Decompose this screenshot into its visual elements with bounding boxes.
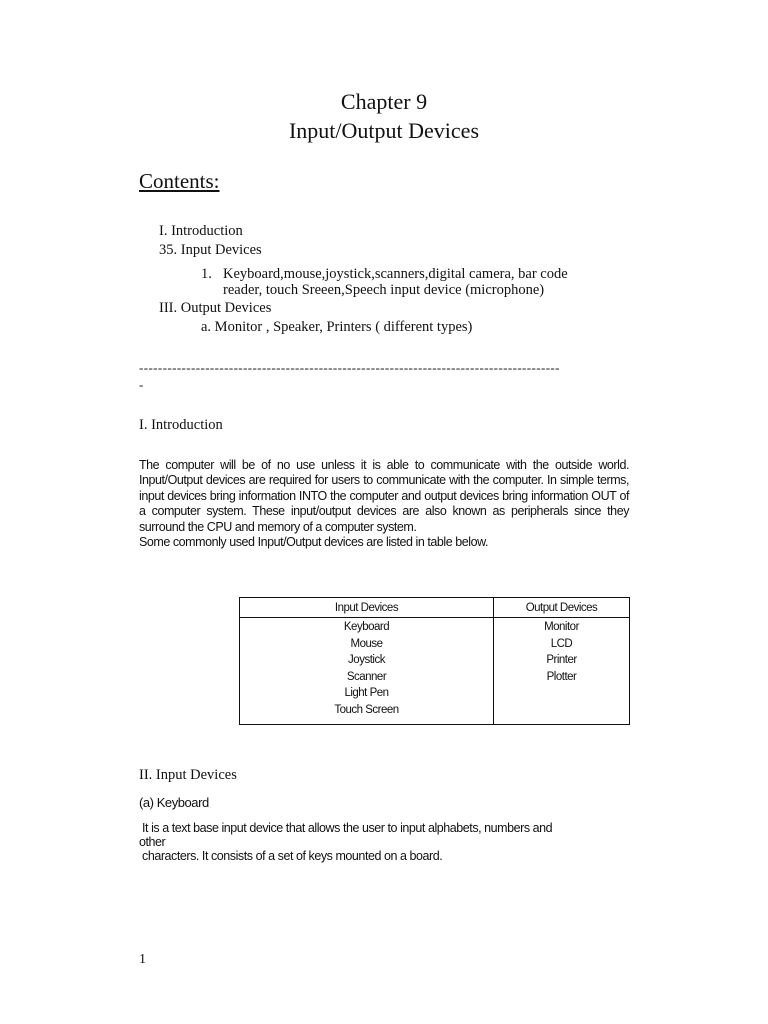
output-device-cell: Monitor [544,621,579,633]
input-devices-heading: II. Input Devices [139,767,237,783]
intro-paragraph [139,458,629,550]
input-device-cell: Scanner [346,670,387,683]
keyboard-paragraph [139,821,629,863]
input-devices-column [240,618,494,725]
chapter-number: Chapter 9 [340,89,428,114]
contents-heading: Contents: [139,169,220,193]
output-device-cell: Plotter [546,670,577,683]
keyboard-text-line: It is a text base input device that allows the user to input alphabets, numbers and [139,821,553,835]
chapter-title: Input/Output Devices [288,118,480,143]
input-device-cell: Joystick [348,654,385,666]
toc-subitem-number: 1. [201,266,212,282]
input-device-cell: Keyboard [343,621,390,633]
keyboard-text-line: other [139,835,166,849]
input-device-cell: Light Pen [344,687,389,699]
toc-subitem-input-list-continued: reader, touch Sreeen,Speech input device (microphone) [223,282,545,298]
intro-body-text: The computer will be of no use unless it is able to communicate with the outside world. Input/Output devices are required for users to communicate with the computer. In simple terms, input devices bring information INTO the computer and output devices bring information OUT of a computer system. These input/output devices are also known as peripherals since they surround the CPU and memory of a computer system. [139,458,629,534]
toc-subitem-input-list: Keyboard,mouse,joystick,scanners,digital camera, bar code [223,266,568,282]
output-devices-header: Output Devices [494,598,630,618]
output-device-cell: LCD [550,637,573,650]
output-devices-column [494,618,630,725]
toc-item-output-devices: III. Output Devices [159,300,272,316]
table-intro-text: Some commonly used Input/Output devices are listed in table below. [139,535,488,550]
toc-item-introduction: I. Introduction [159,223,243,239]
keyboard-subheading: (a) Keyboard [139,795,209,810]
intro-heading: I. Introduction [139,417,223,433]
page-number: 1 [139,952,146,967]
input-device-cell: Touch Screen [334,703,399,716]
keyboard-text-line: characters. It consists of a set of keys mounted on a board. [139,849,443,863]
toc-item-input-devices: 35. Input Devices [159,242,262,258]
input-device-cell: Mouse [350,637,383,650]
section-divider-tail: - [139,377,144,392]
output-device-cell: Printer [546,654,577,666]
input-devices-header: Input Devices [240,598,494,618]
toc-subitem-output-list: a. Monitor , Speaker, Printers ( different types) [201,319,473,335]
device-table [239,597,630,725]
section-divider: ----------------------------------------------------------------------------------------- [139,360,560,375]
